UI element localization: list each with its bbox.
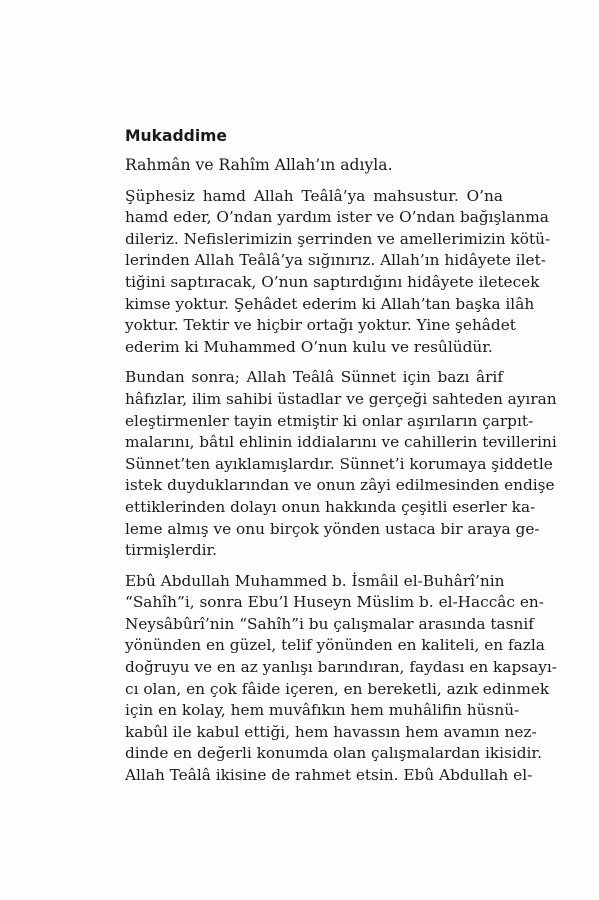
paragraph-line: “Sahîh”i, sonra Ebu’l Huseyn Müslim b. el-Haccâc en-	[125, 593, 544, 612]
paragraph-line: Şüphesiz hamd Allah Teâlâ’ya mahsustur. O’na	[125, 186, 503, 205]
paragraph-line: hâfızlar, ilim sahibi üstadlar ve gerçeği sahteden ayıran	[125, 389, 557, 408]
paragraph-line: dinde en değerli konumda olan çalışmalardan ikisidir.	[125, 744, 542, 763]
paragraph-line: cı olan, en çok fâide içeren, en bereketli, azık edinmek	[125, 679, 550, 698]
paragraph-line: yoktur. Tektir ve hiçbir ortağı yoktur. Yine şehâdet	[125, 316, 516, 335]
paragraph-line: tirmişlerdir.	[125, 541, 218, 560]
paragraph-line: Bundan sonra; Allah Teâlâ Sünnet için bazı ârif	[125, 368, 503, 387]
paragraph-line: Sünnet’ten ayıklamışlardır. Sünnet’i korumaya şiddetle	[125, 454, 553, 473]
paragraph-3	[125, 571, 557, 787]
paragraph-line: Allah Teâlâ ikisine de rahmet etsin. Ebû Abdullah el-	[125, 766, 533, 785]
paragraph-line: leme almış ve onu birçok yönden ustaca bir araya ge-	[125, 519, 540, 538]
paragraph-line: hamd eder, O’ndan yardım ister ve O’ndan bağışlanma	[125, 208, 549, 227]
paragraph-line: malarını, bâtıl ehlinin iddialarını ve cahillerin tevillerini	[125, 433, 557, 452]
paragraph-line: kimse yoktur. Şehâdet ederim ki Allah’tan başka ilâh	[125, 294, 535, 313]
paragraph-line: doğruyu ve en az yanlışı barındıran, faydası en kapsayı-	[125, 658, 557, 677]
paragraph-line: ettiklerinden dolayı onun hakkında çeşitli eserler ka-	[125, 497, 536, 516]
paragraph-line: Neysâbûrî’nin “Sahîh”i bu çalışmalar arasında tasnif	[125, 614, 534, 633]
paragraph-1	[125, 186, 551, 359]
basmala-line: Rahmân ve Rahîm Allah’ın adıyla.	[125, 156, 393, 174]
paragraph-2	[125, 367, 557, 561]
paragraph-line: istek duyduklarından ve onun zâyi edilmesinden endişe	[125, 476, 555, 495]
text-block	[125, 125, 557, 796]
paragraph-line: tiğini saptıracak, O’nun saptırdığını hidâyete iletecek	[125, 272, 540, 291]
section-heading: Mukaddime	[125, 127, 228, 145]
paragraph-line: için en kolay, hem muvâfıkın hem muhâlifin hüsnü-	[125, 701, 520, 720]
paragraph-line: kabûl ile kabul ettiği, hem havassın hem avamın nez-	[125, 722, 537, 741]
paragraph-line: lerinden Allah Teâlâ’ya sığınırız. Allah’ın hidâyete ilet-	[125, 251, 546, 270]
paragraph-line: ederim ki Muhammed O’nun kulu ve resûlüdür.	[125, 337, 493, 356]
paragraph-line: yönünden en güzel, telif yönünden en kaliteli, en fazla	[125, 636, 545, 655]
paragraph-line: eleştirmenler tayin etmiştir ki onlar aşırıların çarpıt-	[125, 411, 534, 430]
paragraph-line: dileriz. Nefislerimizin şerrinden ve amellerimizin kötü-	[125, 229, 551, 248]
paragraph-line: Ebû Abdullah Muhammed b. İsmâil el-Buhârî’nin	[125, 571, 505, 590]
